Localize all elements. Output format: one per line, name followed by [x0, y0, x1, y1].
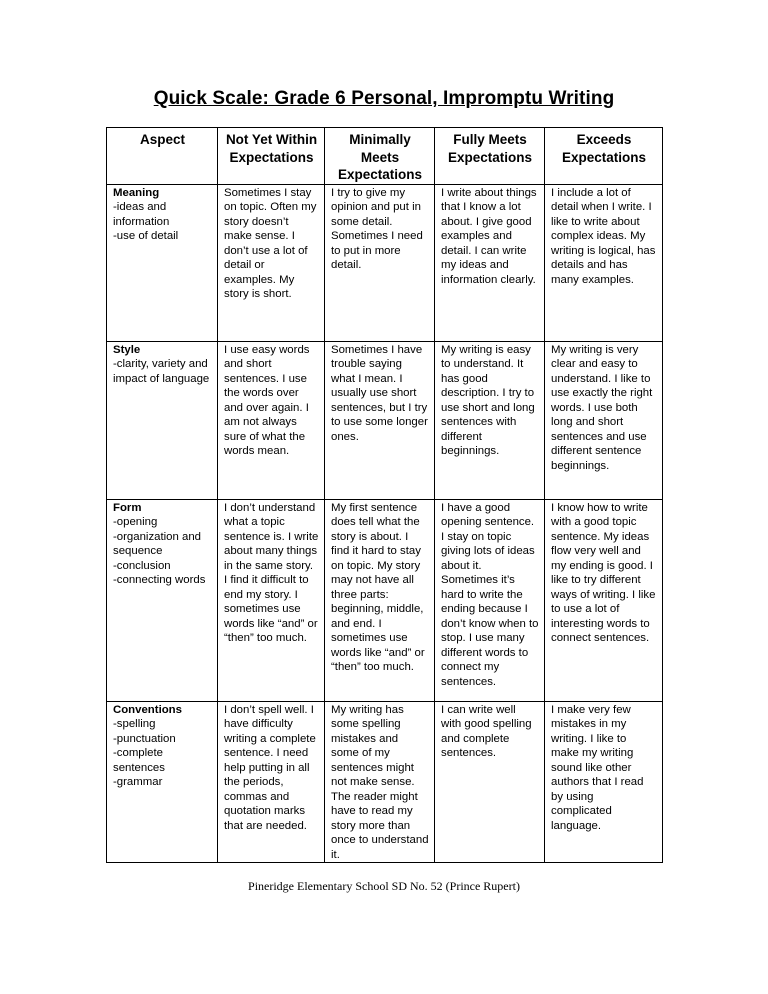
page-title: Quick Scale: Grade 6 Personal, Impromptu Writing: [153, 88, 615, 109]
aspect-name: Form: [113, 501, 142, 514]
header-aspect: Aspect: [107, 128, 218, 185]
aspect-name: Meaning: [113, 186, 160, 199]
table-row: [107, 341, 663, 499]
cell-not-yet: I don’t understand what a topic sentence is. I write about many things in the same story. I find it difficult to end my story. I sometimes use words like “and” or “then” too much.: [218, 499, 325, 701]
cell-minimally: My first sentence does tell what the story is about. I find it hard to stay on topic. My story may not have all three parts: beginning, middle, and end. I sometimes use words like “and” or “then” too much.: [325, 499, 435, 701]
cell-fully: My writing is easy to understand. It has good description. I try to use short and long sentences with different beginnings.: [435, 341, 545, 499]
table-row: [107, 184, 663, 341]
table-row: [107, 499, 663, 701]
cell-minimally: I try to give my opinion and put in some detail. Sometimes I need to put in more detail.: [325, 184, 435, 341]
aspect-cell: [107, 499, 218, 701]
cell-minimally: My writing has some spelling mistakes and some of my sentences might not make sense. The reader might have to read my story more than once to understand it.: [325, 701, 435, 863]
cell-exceeds: My writing is very clear and easy to understand. I like to use exactly the right words. I use both long and short sentences and use different sentence beginnings.: [545, 341, 663, 499]
aspect-cell: [107, 184, 218, 341]
header-minimally: Minimally Meets Expectations: [325, 128, 435, 185]
aspect-name: Style: [113, 343, 141, 356]
table-row: [107, 701, 663, 863]
footer-text: Pineridge Elementary School SD No. 52 (Prince Rupert): [248, 879, 520, 893]
cell-exceeds: I make very few mistakes in my writing. I like to make my writing sound like other authors that I read by using complicated language.: [545, 701, 663, 863]
aspect-criteria: -ideas and information -use of detail: [113, 201, 179, 242]
cell-fully: I write about things that I know a lot about. I give good examples and detail. I can write my ideas and information clearly.: [435, 184, 545, 341]
cell-fully: I can write well with good spelling and complete sentences.: [435, 701, 545, 863]
header-row: [107, 128, 663, 185]
cell-fully: I have a good opening sentence. I stay on topic giving lots of ideas about it. Sometimes it’s hard to write the ending because I don’t know when to stop. I use many different words to connect my sentences.: [435, 499, 545, 701]
rubric-table: [106, 127, 663, 863]
aspect-name: Conventions: [113, 703, 182, 716]
header-exceeds: Exceeds Expectations: [545, 128, 663, 185]
cell-not-yet: I use easy words and short sentences. I use the words over and over again. I am not always sure of what the words mean.: [218, 341, 325, 499]
cell-exceeds: I know how to write with a good topic sentence. My ideas flow very well and my ending is good. I like to try different ways of writing. I like to use a lot of interesting words to connect sentences.: [545, 499, 663, 701]
header-not-yet: Not Yet Within Expectations: [218, 128, 325, 185]
cell-exceeds: I include a lot of detail when I write. I like to write about complex ideas. My writing is logical, has details and has many examples.: [545, 184, 663, 341]
aspect-criteria: -clarity, variety and impact of language: [113, 358, 210, 385]
cell-not-yet: I don’t spell well. I have difficulty writing a complete sentence. I need help putting in all the periods, commas and quotation marks that are needed.: [218, 701, 325, 863]
aspect-criteria: -spelling -punctuation -complete sentences -grammar: [113, 718, 176, 788]
header-fully: Fully Meets Expectations: [435, 128, 545, 185]
aspect-cell: [107, 341, 218, 499]
aspect-criteria: -opening -organization and sequence -conclusion -connecting words: [113, 516, 206, 586]
cell-minimally: Sometimes I have trouble saying what I mean. I usually use short sentences, but I try to use some longer ones.: [325, 341, 435, 499]
cell-not-yet: Sometimes I stay on topic. Often my story doesn’t make sense. I don’t use a lot of detail or examples. My story is short.: [218, 184, 325, 341]
aspect-cell: [107, 701, 218, 863]
